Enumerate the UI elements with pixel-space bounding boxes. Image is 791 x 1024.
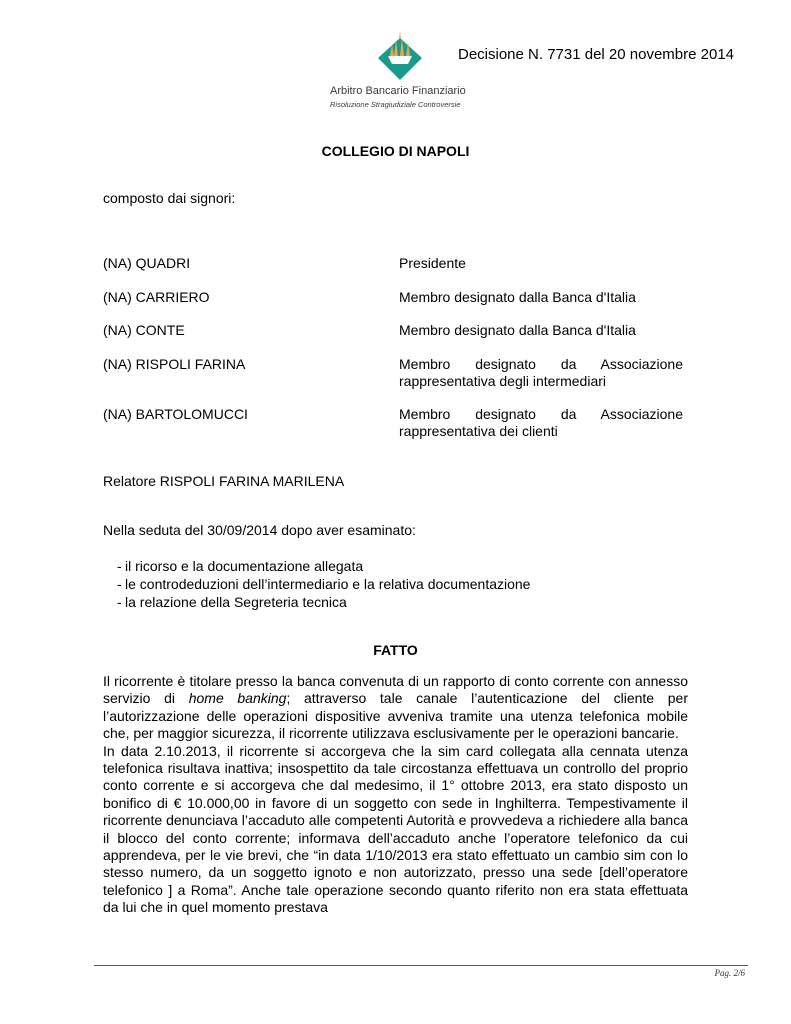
fatto-body — [103, 673, 688, 917]
member-role-line2: rappresentativa dei clienti — [399, 423, 558, 439]
list-item: - la relazione della Segreteria tecnica — [117, 594, 347, 610]
member-name: (NA) QUADRI — [103, 255, 191, 271]
logo-name: Arbitro Bancario Finanziario — [330, 85, 466, 97]
examined-items-list — [103, 557, 531, 611]
section-title-fatto: FATTO — [373, 642, 418, 658]
member-role: Presidente — [399, 255, 466, 271]
list-item-text: la relazione della Segreteria tecnica — [125, 594, 347, 610]
seduta-line: Nella seduta del 30/09/2014 dopo aver esaminato: — [103, 522, 416, 538]
paragraph-1-part1: Il ricorrente è titolare presso la banca convenuta di un rapporto di conto corrente con annesso servizio di — [103, 673, 688, 707]
relatore-line: Relatore RISPOLI FARINA MARILENA — [103, 473, 345, 489]
decision-title: Decisione N. 7731 del 20 novembre 2014 — [458, 46, 735, 63]
member-name: (NA) CONTE — [103, 322, 185, 338]
member-role-line1: Membro designato da Associazione — [399, 356, 683, 372]
logo-subtitle: Risoluzione Stragiudiziale Controversie — [330, 100, 461, 109]
member-name: (NA) BARTOLOMUCCI — [103, 406, 248, 422]
list-item: - le controdeduzioni dell’intermediario e la relativa documentazione — [117, 576, 531, 592]
member-name: (NA) CARRIERO — [103, 289, 210, 305]
paragraph-1-italic: home banking — [188, 690, 287, 707]
paragraph-2: In data 2.10.2013, il ricorrente si accorgeva che la sim card collegata alla cennata utenza telefonica risultava inattiva; insospettito da tale circostanza effettuava un controllo del proprio conto corrente e si accorgeva che dal medesimo, il 1° ottobre 2013, era stato disposto un bonifico di € 10.000,00 in favore di un soggetto con sede in Inghilterra. Tempestivamente il ricorrente denunciava l’accaduto alle competenti Autorità e provvedeva a richiedere alla banca il blocco del conto corrente; informava dell’accaduto anche l’operatore telefonico da cui apprendeva, per le vie brevi, che “in data 1/10/2013 era stato effettuato un cambio sim con lo stesso numero, da un soggetto ignoto e non autorizzato, presso una sede [dell’operatore telefonico ] a Roma”. Anche tale operazione secondo quanto riferito non era stata effettuata da lui che in quel momento prestava — [103, 742, 688, 916]
abf-logo — [330, 30, 490, 110]
paragraph-1-part2: ; attraverso tale canale l’autenticazione del cliente per l’autorizzazione delle operazioni dispositive avveniva tramite una utenza telefonica mobile che, per maggior sicurezza, il ricorrente utilizzava esclusivamente per le operazioni bancarie. — [103, 690, 688, 742]
paragraph-1 — [103, 673, 688, 743]
list-item: - il ricorso e la documentazione allegata — [117, 558, 364, 574]
composto-label: composto dai signori: — [103, 190, 236, 206]
member-role: Membro designato dalla Banca d'Italia — [399, 322, 636, 338]
abf-logo-icon — [370, 30, 430, 84]
page-number: Pag. 2/6 — [714, 968, 745, 978]
college-heading: COLLEGIO DI NAPOLI — [321, 143, 470, 159]
member-role-line1: Membro designato da Associazione — [399, 406, 683, 422]
footer-divider — [94, 965, 748, 966]
member-name: (NA) RISPOLI FARINA — [103, 356, 246, 372]
member-role: Membro designato dalla Banca d'Italia — [399, 289, 636, 305]
list-item-text: il ricorso e la documentazione allegata — [125, 558, 364, 574]
list-item-text: le controdeduzioni dell’intermediario e la relativa documentazione — [125, 576, 531, 592]
member-role-line2: rappresentativa degli intermediari — [399, 373, 606, 389]
